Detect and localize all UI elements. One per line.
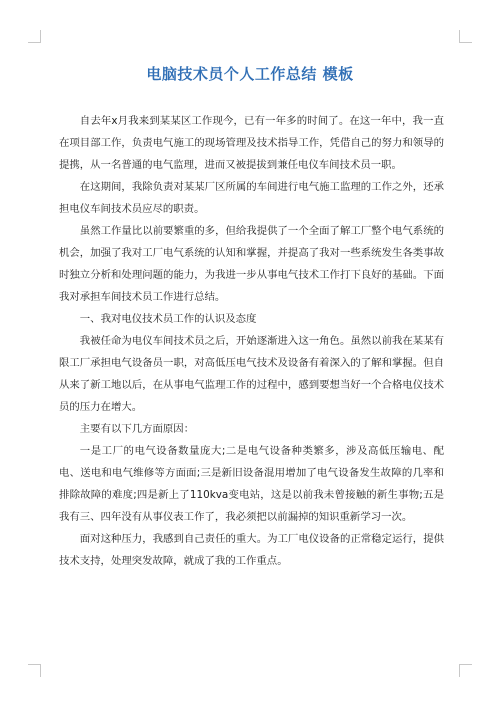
paragraph: 主要有以下几方面原因： [79, 423, 195, 435]
paragraph: 自去年x月我来到某某区工作现今，已有一年多的时间了。在这一年中，我一直在项目部工作，负责电气施工的现场管理及技术指导工作，凭借自己的努力和领导的提携，从一名普通的电气监理，进而又被提拔到兼任电仪车间技术员一职。 [59, 115, 444, 171]
crop-mark-bottom-left [28, 664, 41, 677]
paragraph: 我被任命为电仪车间技术员之后，开始逐渐进入这一角色。虽然以前我在某某有限工厂承担电气设备员一职，对高低压电气技术及设备有着深入的了解和掌握。但自从来了新工地以后，在从事电气监理工作的过程中，感到要想当好一个合格电仪技术员的压力在增大。 [59, 335, 444, 413]
crop-mark-top-left [28, 30, 41, 43]
document-body [59, 110, 444, 572]
paragraph: 虽然工作量比以前要繁重的多，但给我提供了一个全面了解工厂整个电气系统的机会，加强了我对工厂电气系统的认知和掌握，并提高了我对一些系统发生各类事故时独立分析和处理问题的能力，为我进一步从事电气技术工作打下良好的基础。下面我对承担车间技术员工作进行总结。 [59, 225, 444, 303]
paragraph: 一是工厂的电气设备数量庞大;二是电气设备种类繁多，涉及高低压输电、配电、送电和电气维修等方面面;三是新旧设备混用增加了电气设备发生故障的几率和排除故障的难度;四是新上了110kva变电站，这是以前我未曾接触的新生事物;五是我有三、四年没有从事仪表工作了，我必须把以前漏掉的知识重新学习一次。 [59, 445, 444, 523]
crop-mark-top-right [459, 30, 472, 43]
section-heading: 一、我对电仪技术员工作的认识及态度 [79, 313, 257, 325]
paragraph: 在这期间，我除负责对某某厂区所属的车间进行电气施工监理的工作之外，还承担电仪车间技术员应尽的职责。 [59, 181, 444, 215]
paragraph: 面对这种压力，我感到自己责任的重大。为工厂电仪设备的正常稳定运行，提供技术支持，处理突发故障，就成了我的工作重点。 [59, 533, 444, 567]
document-title: 电脑技术员个人工作总结 模板 [146, 65, 354, 83]
crop-mark-bottom-right [459, 664, 472, 677]
